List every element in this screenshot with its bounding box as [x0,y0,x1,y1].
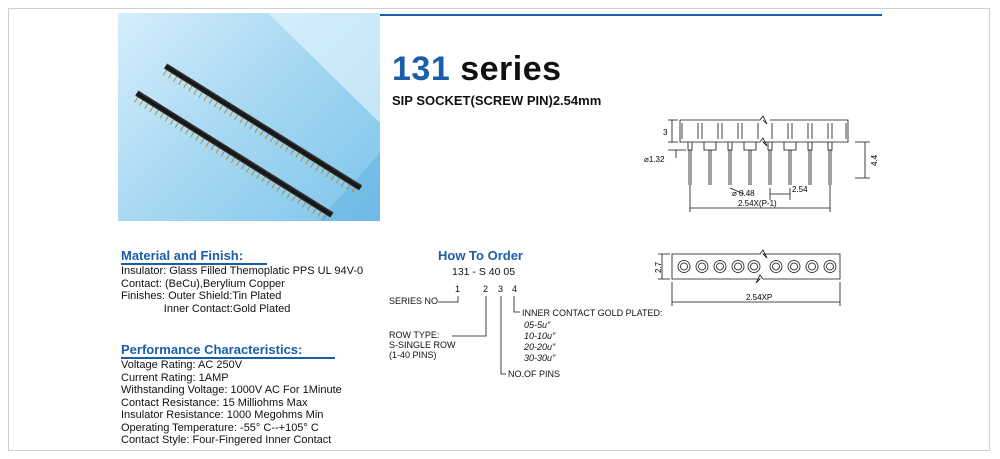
performance-line-1: Voltage Rating: AC 250V [121,359,243,371]
order-code: 131 - S 40 05 [452,266,516,278]
dim-total-height: 4.4 [870,154,879,166]
performance-line-3: Withstanding Voltage: 1000V AC For 1Minute [121,384,342,396]
gold-option-2: 10-10u" [524,331,556,341]
material-line-1: Insulator: Glass Filled Themoplatic PPS UL 94V-0 [121,265,364,277]
product-photo [118,13,380,221]
dim-side-height: 3 [663,128,668,137]
sip-socket-strips-image [118,13,380,221]
order-marker-2: 2 [483,284,489,294]
row-type-range: (1-40 PINS) [389,350,437,360]
gold-option-4: 30-30u" [524,353,556,363]
performance-line-7: Contact Style: Four-Fingered Inner Contact [121,434,332,446]
performance-line-2: Current Rating: 1AMP [121,371,229,384]
product-subtitle: SIP SOCKET(SCREW PIN)2.54mm [392,93,602,108]
dim-pin-diameter: ⌀1.32 [644,155,665,164]
dim-pitch: 2.54 [792,185,808,194]
material-line-2: Contact: (BeCu),Berylium Copper [121,277,285,290]
series-word: series [460,50,562,88]
order-marker-1: 1 [455,284,461,294]
performance-line-4: Contact Resistance: 15 Milliohms Max [121,396,308,409]
row-type-value: S-SINGLE ROW [389,340,456,350]
row-type-label: ROW TYPE: [389,330,440,340]
dim-top-height: 2.7 [654,261,663,273]
gold-option-3: 20-20u" [524,342,556,352]
gold-option-1: 05-5u" [524,320,551,330]
performance-line-5: Insulator Resistance: 1000 Megohms Min [121,409,324,421]
performance-heading: Performance Characteristics: [121,342,303,357]
dim-length-formula: 2.54X(P-1) [738,199,777,208]
series-no-label: SERIES NO [389,296,439,306]
order-marker-3: 3 [498,284,504,294]
performance-line-6: Operating Temperature: -55° C--+105° C [121,421,319,434]
no-of-pins-label: NO.OF PINS [508,369,561,379]
gold-plated-label: INNER CONTACT GOLD PLATED: [522,308,663,318]
material-line-4: Inner Contact:Gold Plated [121,302,291,315]
order-heading: How To Order [438,248,523,263]
side-view-drawing [620,110,890,215]
top-view-drawing [650,242,860,312]
dim-top-length: 2.54XP [746,293,773,302]
series-title [392,50,562,89]
dim-contact-diameter: ⌀ 0.48 [732,189,755,198]
material-heading: Material and Finish: [121,248,244,263]
header-rule [380,14,882,16]
material-line-3: Finishes: Outer Shield:Tin Plated [121,290,282,302]
order-marker-4: 4 [512,284,518,294]
series-number: 131 [392,50,451,88]
